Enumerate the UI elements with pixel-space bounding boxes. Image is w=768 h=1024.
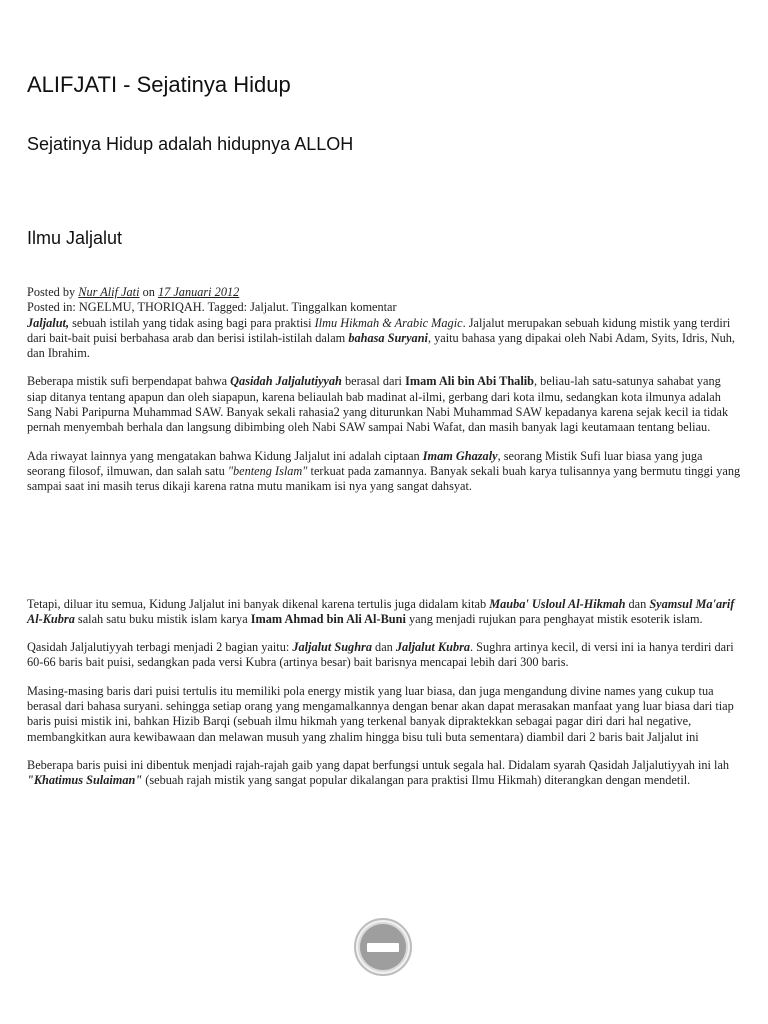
site-title[interactable]: ALIFJATI - Sejatinya Hidup	[27, 72, 291, 97]
content-gap	[27, 508, 743, 597]
paragraph-6: Masing-masing baris dari puisi tertulis itu memiliki pola energy mistik yang luar biasa, dan juga mengandung divine names yang cukup tua berasal dari bahasa suryani. sehingga setiap orang yang mengamalkannya dengan benar akan dapat merasakan manfaat yang luar biasa dari tiap baris puisi mistik ini, bahkan Hizib Barqi (sebuah ilmu hikmah yang terkenal banyak dipraktekkan sebagai pagar diri dari hal negative, membangkitkan aura kewibawaan dan melawan musuh yang zhalim hingga bisu tuli buta sementara) diambil dari 2 baris bait Jaljalut ini	[27, 683, 734, 744]
paragraph-4: Tetapi, diluar itu semua, Kidung Jaljalut ini banyak dikenal karena tertulis juga didalam kitab Mauba' Usloul Al-Hikmah dan Syamsul Ma'arif Al-Kubra salah satu buku mistik islam karya Imam Ahmad bin Ali Al-Buni yang menjadi rujukan para penghayat mistik esoterik islam.	[27, 596, 735, 626]
date-link[interactable]: 17 Januari 2012	[157, 285, 240, 299]
posted-by-label: Posted by	[27, 285, 79, 299]
stop-button[interactable]	[354, 918, 412, 976]
stop-icon	[360, 924, 406, 970]
post-categories: Posted in: NGELMU, THORIQAH. Tagged: Jaljalut. Tinggalkan komentar	[27, 300, 397, 315]
on-label: on	[139, 285, 158, 299]
post-content	[27, 285, 743, 802]
author-link[interactable]: Nur Alif Jati	[78, 285, 140, 299]
paragraph-2: Beberapa mistik sufi berpendapat bahwa Qasidah Jaljalutiyyah berasal dari Imam Ali bin Abi Thalib, beliau-lah satu-satunya sahabat yang siap ditanya tentang apapun dan oleh siapapun, karena beliaulah bab madinat al-ilmi, gerbang dari kota ilmu, sedangkan kota ilmunya adalah Sang Nabi Paripurna Muhammad SAW. Banyak sekali rahasia2 yang diturunkan Nabi Muhammad SAW kepadanya karena sejak kecil ia tidak pernah menyembah berhala dan langsung dibimbing oleh Nabi SAW sampai Nabi Wafat, dan masih banyak lagi keutamaan tentang beliau.	[27, 374, 729, 435]
paragraph-7: Beberapa baris puisi ini dibentuk menjadi rajah-rajah gaib yang dapat berfungsi untuk segala hal. Didalam syarah Qasidah Jaljalutiyyah ini lah "Khatimus Sulaiman" (sebuah rajah mistik yang sangat popular dikalangan para praktisi Ilmu Hikmah) diterangkan dengan mendetil.	[27, 757, 730, 788]
paragraph-3: Ada riwayat lainnya yang mengatakan bahwa Kidung Jaljalut ini adalah ciptaan Imam Ghazaly, seorang Mistik Sufi luar biasa yang juga seorang filosof, ilmuwan, dan salah satu "benteng Islam" terkuat pada zamannya. Banyak sekali buah karya tulisannya yang bermutu tinggi yang sampai saat ini masih terus dikaji karena ratna mutu manikam isi nya yang sangat dahsyat.	[27, 448, 741, 494]
post-meta-byline	[27, 285, 743, 300]
site-tagline: Sejatinya Hidup adalah hidupnya ALLOH	[27, 134, 354, 154]
paragraph-1: Jaljalut, sebuah istilah yang tidak asing bagi para praktisi Ilmu Hikmah & Arabic Magic. Jaljalut merupakan sebuah kidung mistik yang terdiri dari bait-bait puisi berbahasa arab dan berisi istilah-istilah dalam bahasa Suryani, yaitu bahasa yang dipakai oleh Nabi Adam, Syits, Idris, Nuh, dan Ibrahim.	[27, 315, 735, 361]
paragraph-5: Qasidah Jaljalutiyyah terbagi menjadi 2 bagian yaitu: Jaljalut Sughra dan Jaljalut Kubra. Sughra artinya kecil, di versi ini ia hanya terdiri dari 60-66 baris bait puisi, sedangkan pada versi Kubra (artinya besar) bait barisnya mencapai lebih dari 300 baris.	[27, 640, 734, 670]
stop-icon-bar	[367, 943, 399, 952]
post-title[interactable]: Ilmu Jaljalut	[27, 228, 123, 248]
